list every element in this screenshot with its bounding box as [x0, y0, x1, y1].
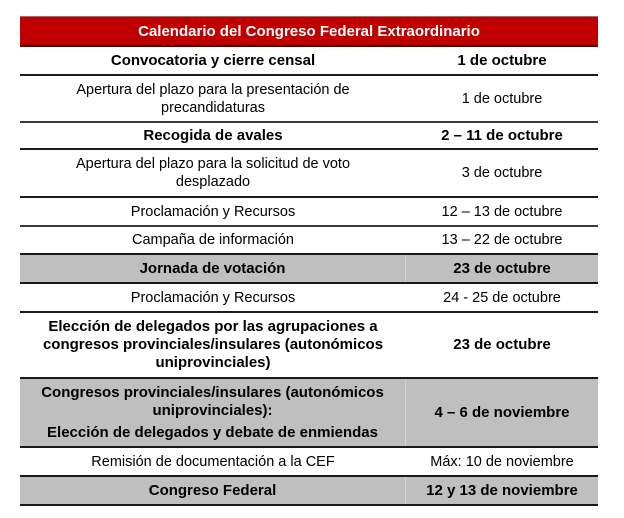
event-main: Congresos provinciales/insulares (autonómicos uniprovinciales):	[41, 383, 384, 419]
date-cell: 12 – 13 de octubre	[441, 203, 563, 220]
date-cell: 12 y 13 de noviembre	[426, 481, 578, 499]
table-title: Calendario del Congreso Federal Extraordinario	[20, 16, 598, 47]
table-row	[20, 47, 598, 76]
date-cell: 23 de octubre	[453, 336, 551, 353]
event-sub: Elección de delegados y debate de enmiendas	[47, 423, 378, 441]
event-cell: Campaña de información	[131, 232, 294, 248]
date-cell: Máx: 10 de noviembre	[430, 453, 574, 470]
date-cell: 23 de octubre	[453, 259, 551, 277]
event-cell: Recogida de avales	[143, 126, 283, 144]
date-cell: 1 de octubre	[461, 90, 543, 107]
event-cell	[20, 379, 406, 446]
event-cell: Convocatoria y cierre censal	[110, 51, 316, 69]
calendar-table	[20, 16, 598, 506]
table-row	[20, 448, 598, 477]
table-row	[20, 150, 598, 198]
date-cell: 13 – 22 de octubre	[441, 232, 563, 248]
event-cell: Proclamación y Recursos	[130, 289, 296, 306]
table-row	[20, 227, 598, 255]
event-cell: Apertura del plazo para la solicitud de voto desplazado	[75, 156, 351, 190]
date-cell: 2 – 11 de octubre	[441, 126, 563, 144]
event-cell: Congreso Federal	[20, 477, 406, 504]
table-row	[20, 284, 598, 313]
date-cell: 24 - 25 de octubre	[443, 289, 561, 306]
table-row-highlight	[20, 255, 598, 284]
event-cell: Remisión de documentación a la CEF	[91, 453, 335, 470]
table-row-highlight	[20, 379, 598, 448]
table-row	[20, 123, 598, 150]
date-cell: 1 de octubre	[457, 51, 547, 69]
table-row	[20, 313, 598, 379]
date-cell: 3 de octubre	[461, 165, 543, 181]
table-row	[20, 76, 598, 123]
event-cell: Apertura del plazo para la presentación de precandidaturas	[76, 81, 350, 116]
event-cell: Elección de delegados por las agrupaciones a congresos provinciales/insulares (autonómicos uniprovinciales)	[42, 318, 384, 371]
table-row	[20, 198, 598, 227]
event-cell: Jornada de votación	[20, 255, 406, 282]
event-cell: Proclamación y Recursos	[130, 203, 296, 220]
table-row-highlight	[20, 477, 598, 506]
date-cell: 4 – 6 de noviembre	[434, 403, 570, 421]
